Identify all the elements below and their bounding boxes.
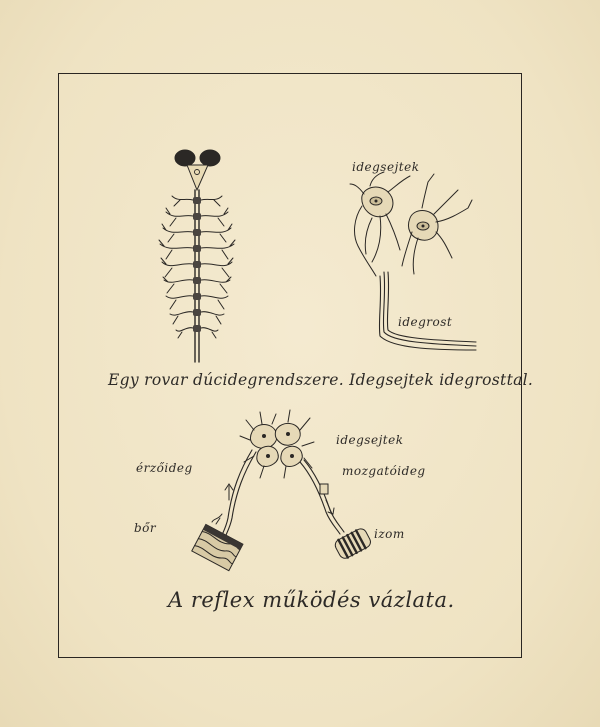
insect-nervous-system-drawing	[159, 150, 235, 362]
label-neurons-top: idegsejtek	[352, 160, 420, 174]
caption-top: Egy rovar dúcidegrendszere. Idegsejtek idegrosttal.	[108, 371, 534, 389]
label-neurons-bottom: idegsejtek	[336, 433, 404, 447]
caption-bottom: A reflex működés vázlata.	[168, 588, 455, 612]
label-skin: bőr	[134, 521, 157, 535]
label-motor-nerve: mozgatóideg	[342, 464, 426, 478]
label-sensory-nerve: érzőideg	[136, 461, 193, 475]
label-muscle: izom	[374, 527, 405, 541]
label-nerve-fiber: idegrost	[398, 315, 453, 329]
